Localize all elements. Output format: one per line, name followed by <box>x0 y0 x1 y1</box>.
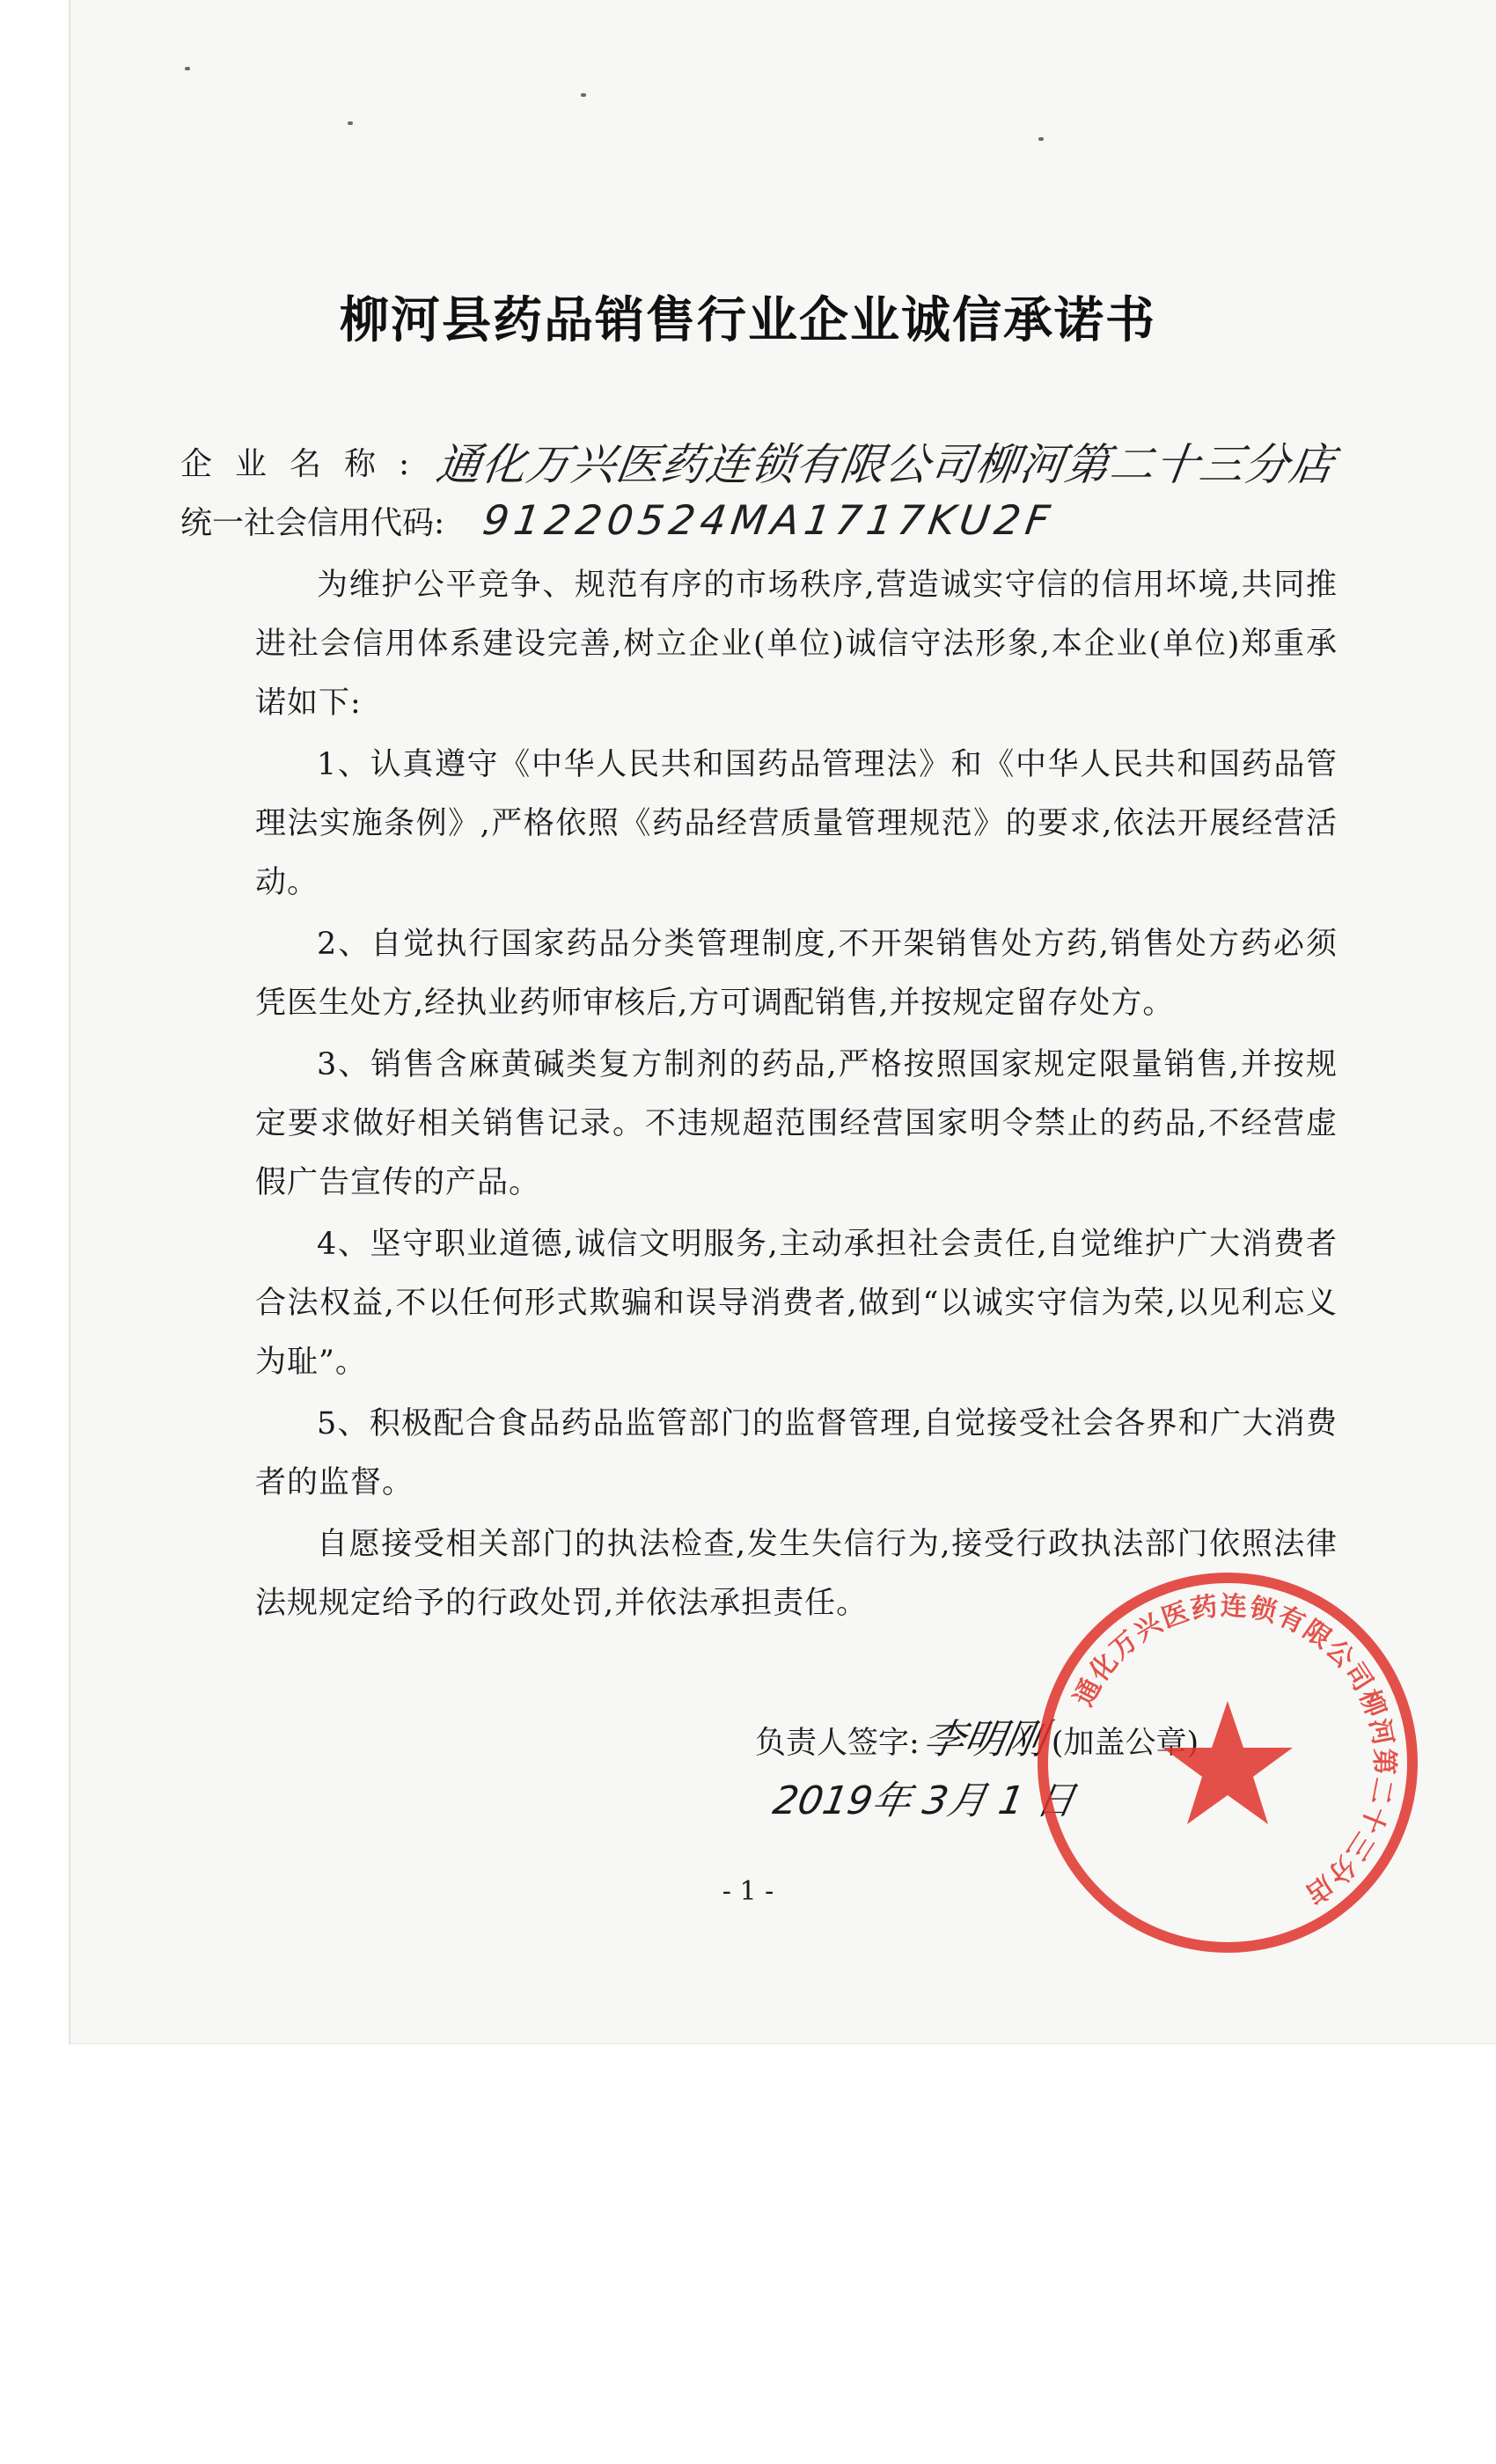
scan-speck <box>185 67 190 70</box>
seal-arc-text: 通化万兴医药连锁有限公司柳河第二十三分店 <box>1068 1590 1400 1911</box>
seal-note: (加盖公章) <box>1051 1726 1199 1761</box>
scan-speck <box>1038 137 1044 141</box>
commitment-body <box>255 556 1338 1636</box>
scan-speck <box>581 93 586 97</box>
company-seal-icon <box>1030 1565 1426 1961</box>
closing-paragraph: 自愿接受相关部门的执法检查,发生失信行为,接受行政执法部门依照法律法规规定给予的行政处罚,并依法承担责任。 <box>255 1527 1338 1621</box>
intro-paragraph: 为维护公平竞争、规范有序的市场秩序,营造诚实守信的信用坏境,共同推进社会信用体系建设完善,树立企业(单位)诚信守法形象,本企业(单位)郑重承诺如下: <box>255 568 1338 721</box>
clause-3: 3、销售含麻黄碱类复方制剂的药品,严格按照国家规定限量销售,并按规定要求做好相关销售记录。不违规超范围经营国家明令禁止的药品,不经营虚假广告宣传的产品。 <box>255 1047 1338 1200</box>
clause-5: 5、积极配合食品药品监管部门的监督管理,自觉接受社会各界和广大消费者的监督。 <box>255 1406 1338 1500</box>
page-number: - 1 - <box>722 1876 774 1907</box>
handwritten-date: 2019年 3月 1 日 <box>769 1778 1079 1823</box>
signature-label: 负责人签字: <box>755 1726 920 1761</box>
company-name-handwritten: 通化万兴医药连锁有限公司柳河第二十三分店 <box>433 439 1338 490</box>
clause-4: 4、坚守职业道德,诚信文明服务,主动承担社会责任,自觉维护广大消费者合法权益,不以任何形式欺骗和误导消费者,做到“以诚实守信为荣,以见利忘义为耻”。 <box>255 1227 1338 1380</box>
document-title: 柳河县药品销售行业企业诚信承诺书 <box>340 292 1156 349</box>
handwritten-signature: 李明刚 <box>920 1715 1051 1763</box>
credit-code-label: 统一社会信用代码: <box>180 504 445 541</box>
credit-code-handwritten: 91220524MA1717KU2F <box>480 496 1059 544</box>
company-name-label: 企业名称: <box>180 445 433 482</box>
clause-1: 1、认真遵守《中华人民共和国药品管理法》和《中华人民共和国药品管理法实施条例》,严格依照《药品经营质量管理规范》的要求,依法开展经营活动。 <box>255 747 1338 900</box>
clause-2: 2、自觉执行国家药品分类管理制度,不开架销售处方药,销售处方药必须凭医生处方,经执业药师审核后,方可调配销售,并按规定留存处方。 <box>255 927 1338 1021</box>
scan-speck <box>348 121 353 125</box>
credit-code-row <box>180 496 1059 544</box>
company-name-row <box>180 429 1338 493</box>
